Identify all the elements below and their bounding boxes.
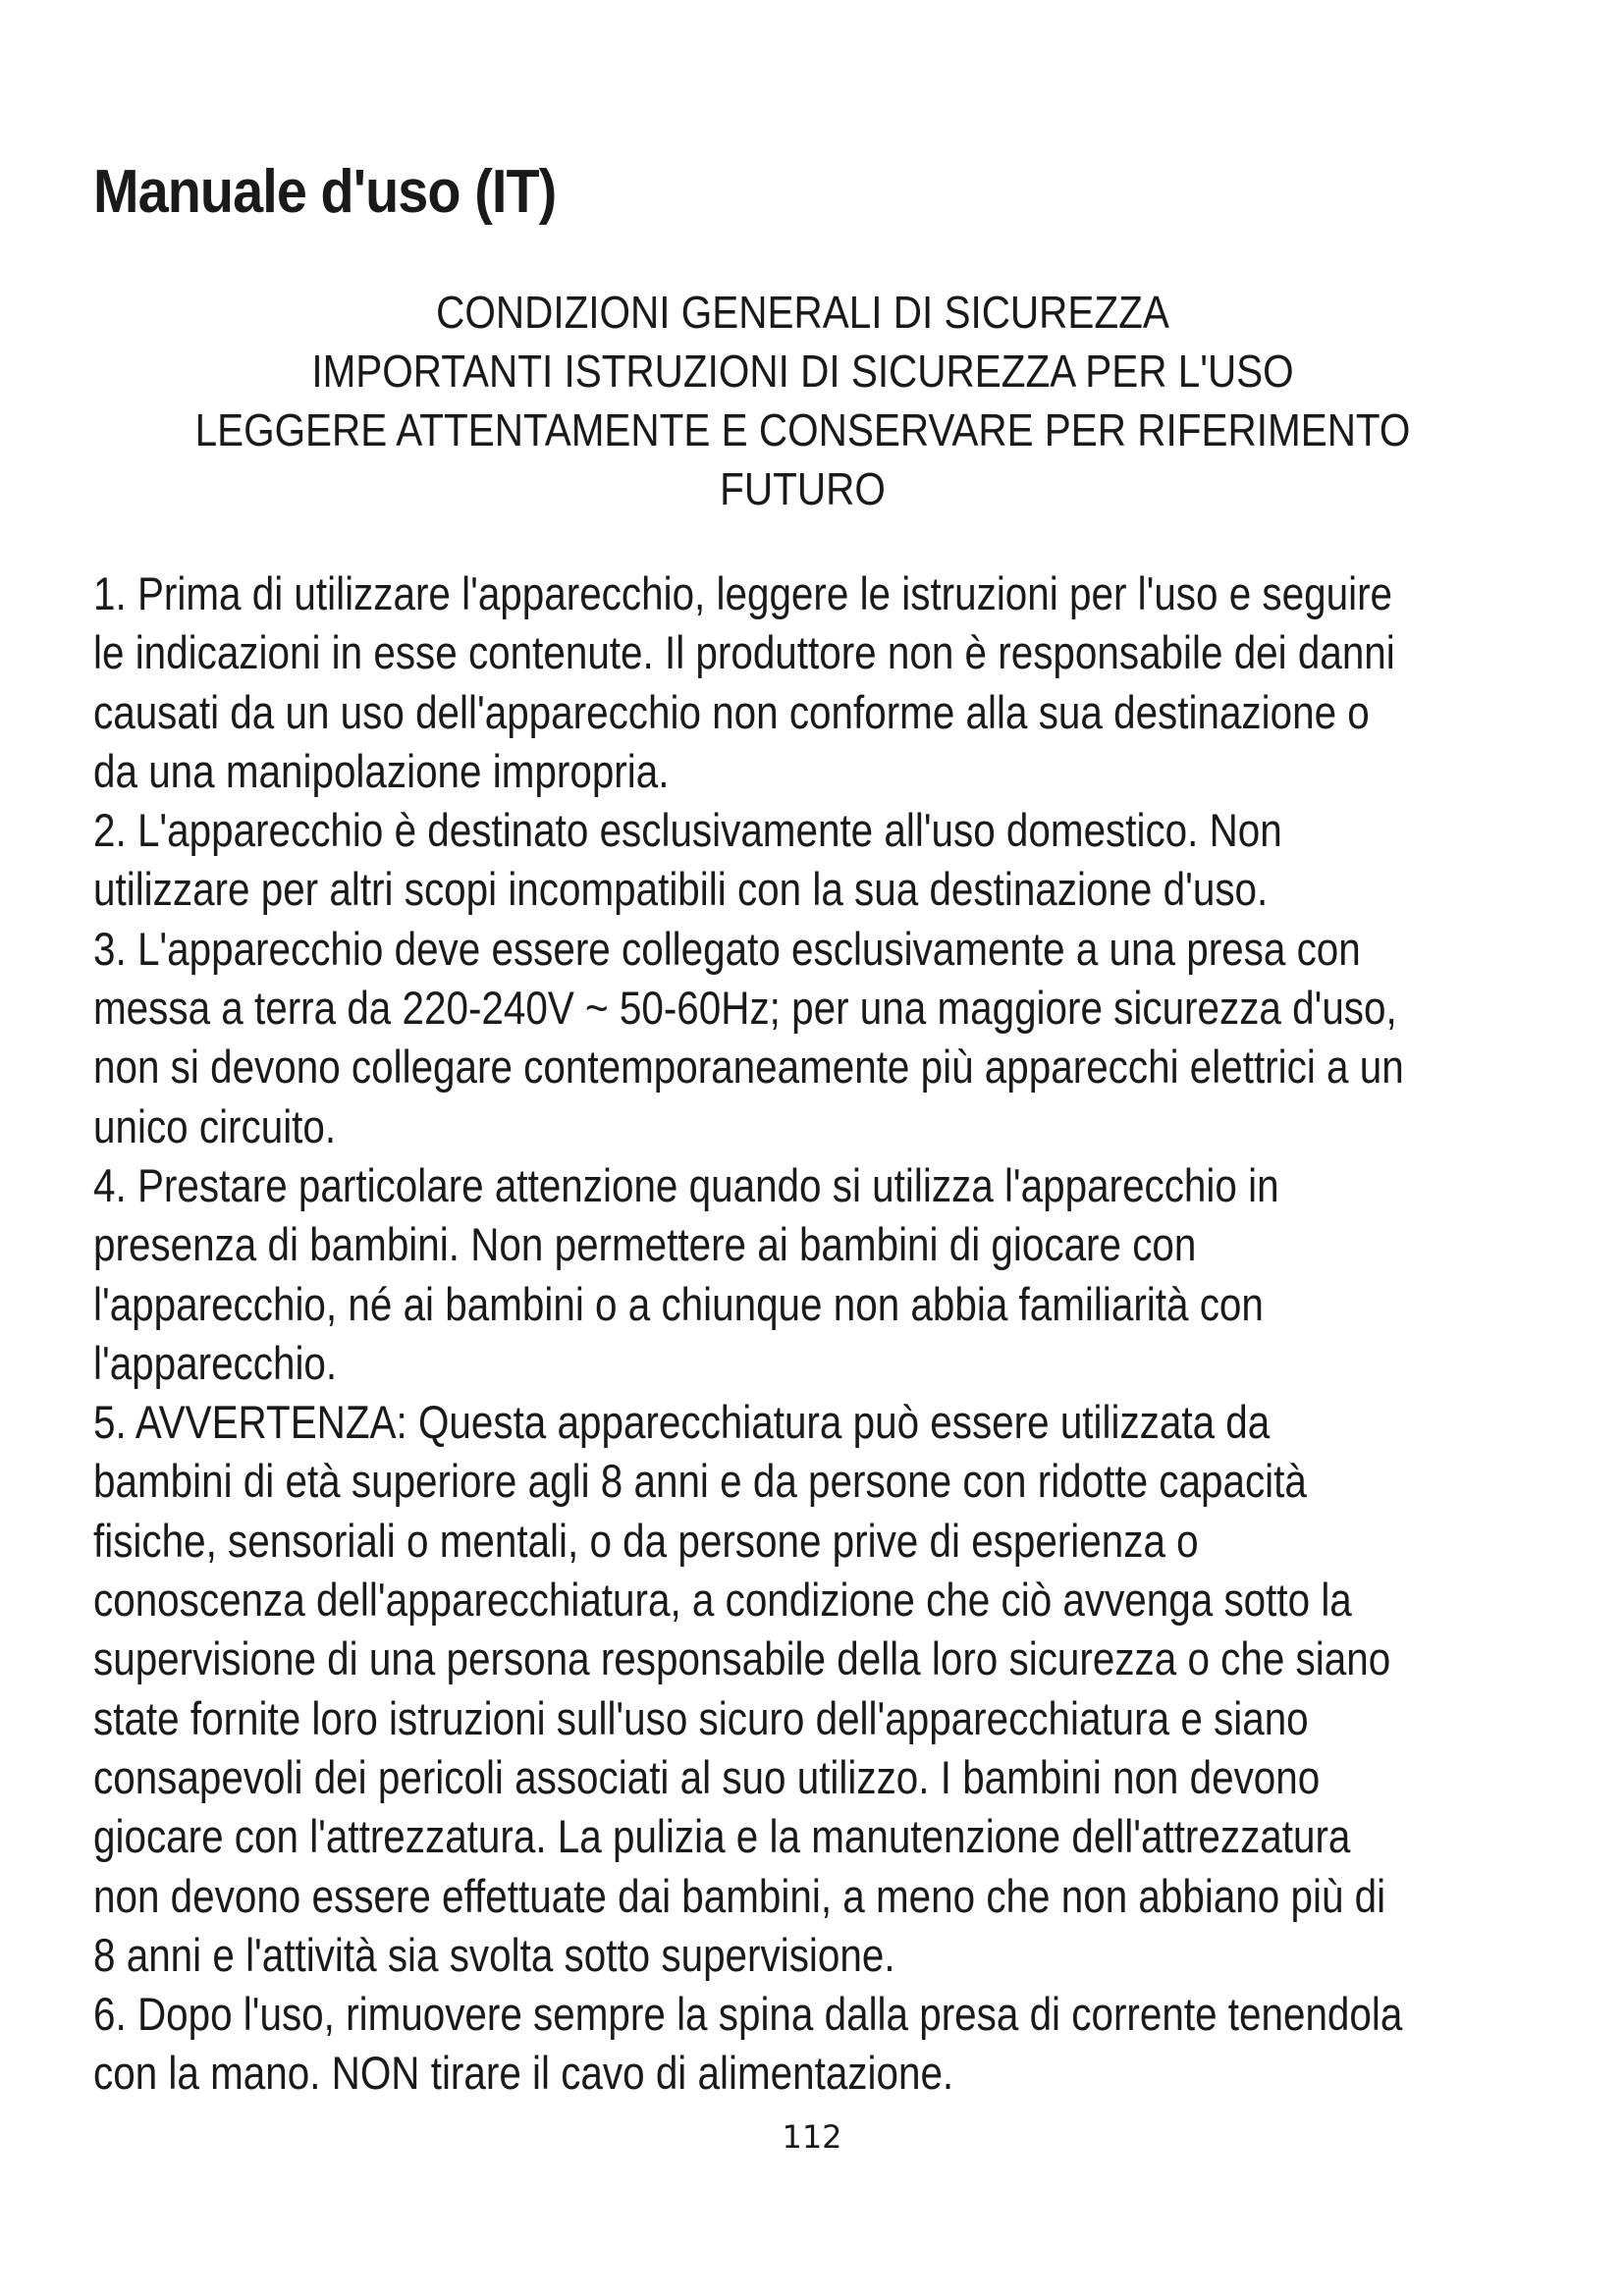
heading-line: CONDIZIONI GENERALI DI SICUREZZA [436,287,1169,338]
instruction-line: fisiche, sensoriali o mentali, o da persone prive di esperienza o [93,1514,1199,1567]
instruction-line: le indicazioni in esse contenute. Il produttore non è responsabile dei danni [93,626,1395,679]
instruction-line: causati da un uso dell'apparecchio non conforme alla sua destinazione o [93,685,1370,738]
instruction-line: presenza di bambini. Non permettere ai bambini di giocare con [93,1218,1197,1271]
instruction-line: unico circuito. [93,1099,337,1152]
instruction-line: conoscenza dell'apparecchiatura, a condizione che ciò avvenga sotto la [93,1574,1352,1627]
instruction-line: 2. L'apparecchio è destinato esclusivamente all'uso domestico. Non [93,804,1282,857]
instruction-line: da una manipolazione impropria. [93,744,670,797]
instruction-line: bambini di età superiore agli 8 anni e da persone con ridotte capacità [93,1455,1307,1508]
instruction-line: l'apparecchio, né ai bambini o a chiunque non abbia familiarità con [93,1277,1264,1330]
page-title: Manuale d'uso (IT) [93,158,557,226]
instruction-line: supervisione di una persona responsabile della loro sicurezza o che siano [93,1632,1391,1685]
instruction-line: 1. Prima di utilizzare l'apparecchio, leggere le istruzioni per l'uso e seguire [93,567,1393,619]
instruction-line: messa a terra da 220-240V ~ 50-60Hz; per una maggiore sicurezza d'uso, [93,982,1397,1035]
instruction-line: l'apparecchio. [93,1336,338,1389]
instruction-line: 8 anni e l'attività sia svolta sotto supervisione. [93,1928,895,1981]
page-number: 112 [782,2118,842,2156]
heading-line: LEGGERE ATTENTAMENTE E CONSERVARE PER RIFERIMENTO [194,404,1411,455]
instruction-line: state fornite loro istruzioni sull'uso sicuro dell'apparecchiatura e siano [93,1691,1309,1744]
instruction-line: 4. Prestare particolare attenzione quando si utilizza l'apparecchio in [93,1158,1279,1211]
instruction-line: 6. Dopo l'uso, rimuovere sempre la spina dalla presa di corrente tenendola [93,1988,1403,2041]
instruction-line: consapevoli dei pericoli associati al suo utilizzo. I bambini non devono [93,1750,1321,1803]
safety-instructions [93,564,1624,2104]
heading-line: FUTURO [720,463,886,514]
instruction-line: non devono essere effettuate dai bambini, a meno che non abbiano più di [93,1869,1386,1922]
instruction-line: utilizzare per altri scopi incompatibili con la sua destinazione d'uso. [93,863,1269,916]
instruction-line: non si devono collegare contemporaneamente più apparecchi elettrici a un [93,1041,1404,1094]
safety-headings [93,283,1512,518]
instruction-line: con la mano. NON tirare il cavo di alimentazione. [93,2047,954,2100]
instruction-line: 3. L'apparecchio deve essere collegato esclusivamente a una presa con [93,922,1361,975]
instruction-line: 5. AVVERTENZA: Questa apparecchiatura può essere utilizzata da [93,1396,1271,1449]
instruction-line: giocare con l'attrezzatura. La pulizia e la manutenzione dell'attrezzatura [93,1810,1351,1863]
heading-line: IMPORTANTI ISTRUZIONI DI SICUREZZA PER L'USO [311,346,1294,397]
